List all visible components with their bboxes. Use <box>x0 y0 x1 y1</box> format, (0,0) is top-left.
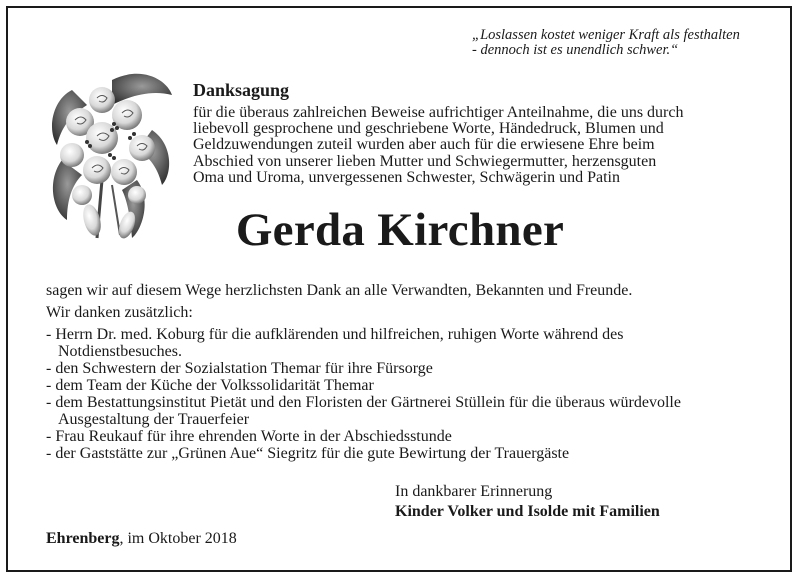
intro-text <box>193 105 753 186</box>
list-item <box>46 445 766 462</box>
date-text: , im Oktober 2018 <box>119 530 237 547</box>
list-item <box>46 360 766 377</box>
list-item-text: - dem Team der Küche der Volkssolidarität Themar <box>46 377 374 394</box>
thanks-body <box>46 282 766 462</box>
intro-line: Geldzuwendungen zuteil wurden aber auch für die erwiesene Ehre beim <box>193 136 655 154</box>
list-item <box>46 326 766 360</box>
quote <box>472 28 772 58</box>
thanks-list <box>46 326 766 462</box>
quote-line-1: „Loslassen kostet weniger Kraft als festhalten <box>472 27 740 43</box>
list-item <box>46 394 766 428</box>
heading-danksagung: Danksagung <box>193 80 290 100</box>
additional-thanks-label: Wir danken zusätzlich: <box>46 304 193 321</box>
place-name: Ehrenberg <box>46 530 120 547</box>
closing-signature <box>395 482 660 522</box>
intro-line: für die überaus zahlreichen Beweise aufrichtiger Anteilnahme, die uns durch <box>193 104 684 121</box>
signatories: Kinder Volker und Isolde mit Familien <box>395 503 660 520</box>
list-item-text: - den Schwestern der Sozialstation Themar für ihre Fürsorge <box>46 360 433 377</box>
list-item <box>46 428 766 445</box>
intro-line: liebevoll gesprochene und geschriebene Worte, Händedruck, Blumen und <box>193 120 664 138</box>
quote-line-2: - dennoch ist es unendlich schwer.“ <box>472 42 679 58</box>
thanks-line: sagen wir auf diesem Wege herzlichsten Dank an alle Verwandten, Bekannten und Freunde. <box>46 282 633 299</box>
list-item-continuation: Ausgestaltung der Trauerfeier <box>58 411 250 428</box>
intro-line: Oma und Uroma, unvergessenen Schwester, Schwägerin und Patin <box>193 168 620 186</box>
list-item <box>46 377 766 394</box>
list-item-text: - Herrn Dr. med. Koburg für die aufklärenden und hilfreichen, ruhigen Worte während des <box>46 326 624 343</box>
deceased-name: Gerda Kirchner <box>235 204 565 256</box>
place-date <box>46 529 237 549</box>
list-item-continuation: Notdienstbesuches. <box>58 343 182 360</box>
intro-line: Abschied von unserer lieben Mutter und Schwiegermutter, herzensguten <box>193 152 657 170</box>
list-item-text: - dem Bestattungsinstitut Pietät und den Floristen der Gärtnerei Stüllein für die überaus würdevolle <box>46 394 681 411</box>
list-item-text: - der Gaststätte zur „Grünen Aue“ Siegritz für die gute Bewirtung der Trauergäste <box>46 445 570 462</box>
list-item-text: - Frau Reukauf für ihre ehrenden Worte in der Abschiedsstunde <box>46 428 452 445</box>
closing-line: In dankbarer Erinnerung <box>395 483 553 500</box>
